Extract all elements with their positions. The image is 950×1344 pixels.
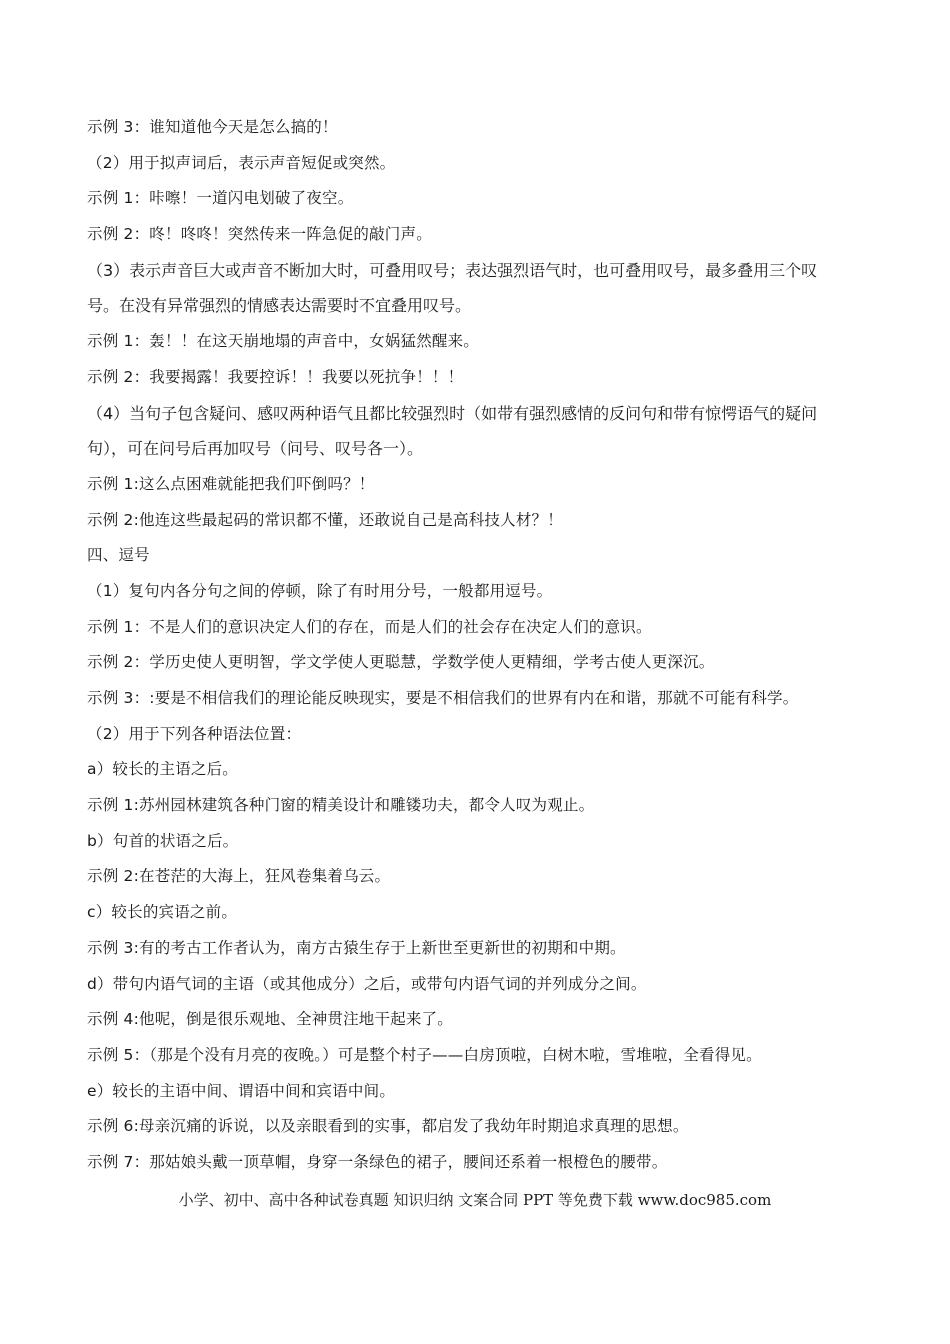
paragraph-4-line-1: （4）当句子包含疑问、感叹两种语气且都比较强烈时（如带有强烈感情的反问句和带有惊愕语气的疑问 [87,403,818,423]
text-line: （2）用于下列各种语法位置： [87,724,302,743]
text-line: d）带句内语气词的主语（或其他成分）之后，或带句内语气词的并列成分之间。 [87,974,647,993]
text-line: 示例 1:这么点困难就能把我们吓倒吗？！ [87,474,375,493]
paragraph-3 [87,257,877,320]
text-line: 示例 1:苏州园林建筑各种门窗的精美设计和雕镂功夫，都令人叹为观止。 [87,796,595,815]
paragraph-3-line-2: 号。在没有异常强烈的情感表达需要时不宜叠用叹号。 [87,296,472,316]
paragraph-3-line-1: （3）表示声音巨大或声音不断加大时，可叠用叹号；表达强烈语气时，也可叠用叹号，最多叠用三个叹 [87,260,818,280]
text-line: 示例 1：不是人们的意识决定人们的存在，而是人们的社会存在决定人们的意识。 [87,617,652,636]
text-line: 示例 2：我要揭露！我要控诉！！我要以死抗争！！！ [87,367,464,386]
text-line: 示例 3：谁知道他今天是怎么搞的！ [87,118,338,136]
text-line: 示例 4:他呢，倒是很乐观地、全神贯注地干起来了。 [87,1010,454,1029]
text-line: 示例 2：学历史使人更明智，学文学使人更聪慧，学数学使人更精细，学考古使人更深沉。 [87,653,715,672]
text-line: e）较长的主语中间、谓语中间和宾语中间。 [87,1081,396,1100]
text-line: a）较长的主语之后。 [87,760,238,779]
text-line: 示例 2:在苍茫的大海上，狂风卷集着乌云。 [87,867,391,886]
page-footer: 小学、初中、高中各种试卷真题 知识归纳 文案合同 PPT 等免费下载 www.doc985.com [178,1191,772,1209]
text-line: 示例 7：那姑娘头戴一顶草帽，身穿一条绿色的裙子，腰间还系着一根橙色的腰带。 [87,1152,668,1171]
text-line: 示例 1：咔嚓！一道闪电划破了夜空。 [87,189,354,208]
text-line: 示例 6:母亲沉痛的诉说，以及亲眼看到的实事，都启发了我幼年时期追求真理的思想。 [87,1117,689,1136]
text-line: b）句首的状语之后。 [87,831,239,850]
section-heading: 四、逗号 [87,546,150,565]
text-line: 示例 3:有的考古工作者认为，南方古猿生存于上新世至更新世的初期和中期。 [87,938,626,957]
text-line: c）较长的宾语之前。 [87,903,238,922]
text-line: 示例 2：咚！咚咚！突然传来一阵急促的敲门声。 [87,225,432,244]
text-line: 示例 1：轰！！在这天崩地塌的声音中，女娲猛然醒来。 [87,332,479,351]
text-line: 示例 5：（那是个没有月亮的夜晚。）可是整个村子——白房顶啦，白树木啦，雪堆啦，全看得见。 [87,1045,762,1064]
paragraph-4-line-2: 句），可在问号后再加叹号（问号、叹号各一）。 [87,439,424,459]
text-line: 示例 2:他连这些最起码的常识都不懂，还敢说自己是高科技人材？！ [87,510,563,529]
text-line: （1）复句内各分句之间的停顿，除了有时用分号，一般都用逗号。 [87,581,553,600]
document-body [87,114,877,1185]
paragraph-4 [87,400,877,463]
text-line: （2）用于拟声词后，表示声音短促或突然。 [87,153,396,172]
text-line: 示例 3：:要是不相信我们的理论能反映现实，要是不相信我们的世界有内在和谐，那就不可能有科学。 [87,689,799,707]
